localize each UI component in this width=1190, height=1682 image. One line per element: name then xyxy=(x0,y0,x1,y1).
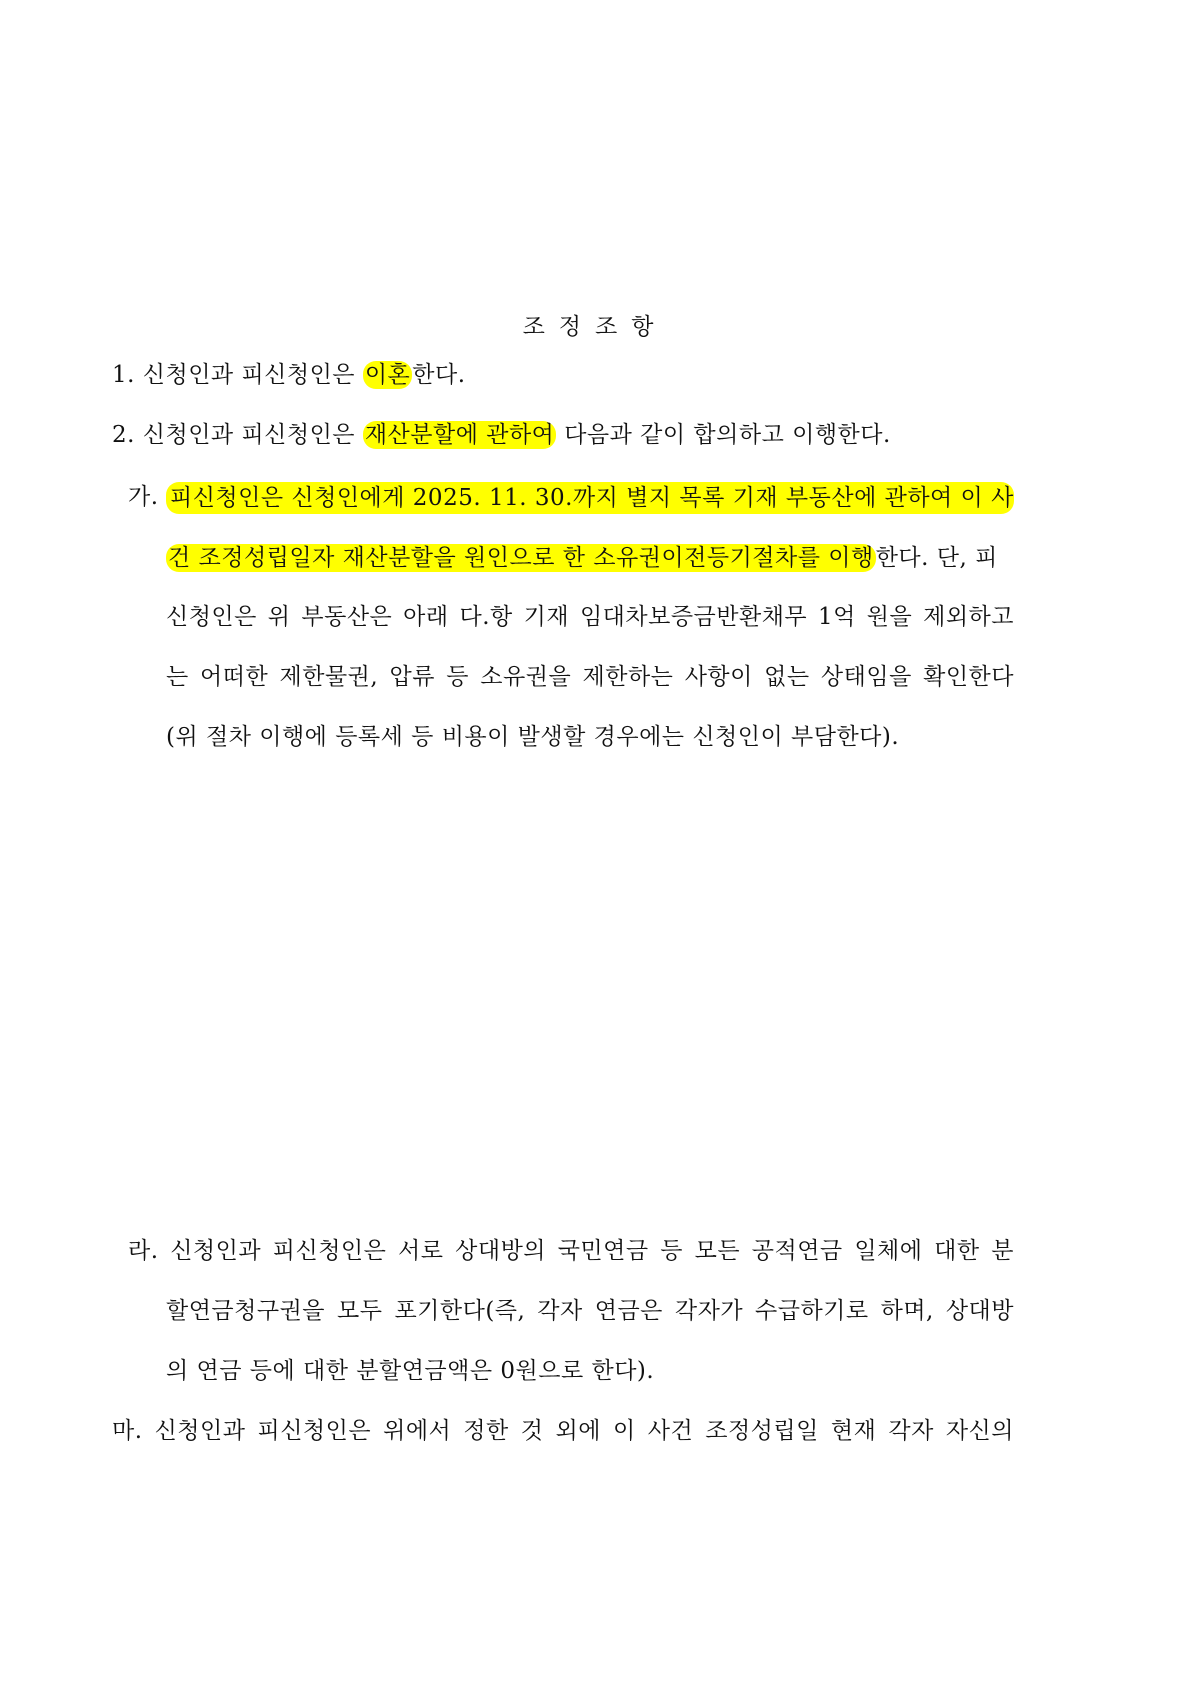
clause-ga-line-5: (위 절차 이행에 등록세 등 비용이 발생할 경우에는 신청인이 부담한다). xyxy=(166,724,900,750)
clause-ga-line-3: 신청인은 위 부동산은 아래 다.항 기재 임대차보증금반환채무 1억 원을 제외하고 xyxy=(166,604,1014,630)
clause-ga-line-1-text: 피신청인은 신청인에게 2025. 11. 30.까지 별지 목록 기재 부동산에 관하여 이 사 xyxy=(170,485,1014,511)
clause-ga-line-2-text-post: 한다. 단, 피 xyxy=(875,545,998,571)
clause-2 xyxy=(112,420,891,450)
clause-ga-line-1-highlight xyxy=(166,482,1014,514)
clause-ga-line-1 xyxy=(166,482,1014,514)
clause-ma-line-1: 마. 신청인과 피신청인은 위에서 정한 것 외에 이 사건 조정성립일 현재 각자 자신의 xyxy=(112,1418,1014,1444)
clause-2-text-post: 다음과 같이 합의하고 이행한다. xyxy=(556,422,891,448)
clause-1 xyxy=(112,360,466,390)
clause-2-text-pre: 2. 신청인과 피신청인은 xyxy=(112,422,363,448)
clause-1-text-post: 한다. xyxy=(412,362,466,388)
clause-ga-line-4: 는 어떠한 제한물권, 압류 등 소유권을 제한하는 사항이 없는 상태임을 확인한다 xyxy=(166,664,1014,690)
clause-1-text-pre: 1. 신청인과 피신청인은 xyxy=(112,362,363,388)
clause-ga-marker: 가. xyxy=(128,484,159,510)
clause-2-highlight: 재산분할에 관하여 xyxy=(364,422,555,448)
clause-ra-line-1: 라. 신청인과 피신청인은 서로 상대방의 국민연금 등 모든 공적연금 일체에 대한 분 xyxy=(128,1238,1014,1264)
page-title: 조정조항 xyxy=(522,314,668,340)
clause-ga-line-2-highlight: 건 조정성립일자 재산분할을 원인으로 한 소유권이전등기절차를 이행 xyxy=(168,545,874,571)
clause-1-highlight: 이혼 xyxy=(364,362,411,388)
clause-ga-line-2 xyxy=(166,543,1014,573)
clause-ra-line-2: 할연금청구권을 모두 포기한다(즉, 각자 연금은 각자가 수급하기로 하며, 상대방 xyxy=(166,1298,1014,1324)
clause-ra-line-3: 의 연금 등에 대한 분할연금액은 0원으로 한다). xyxy=(166,1358,655,1384)
